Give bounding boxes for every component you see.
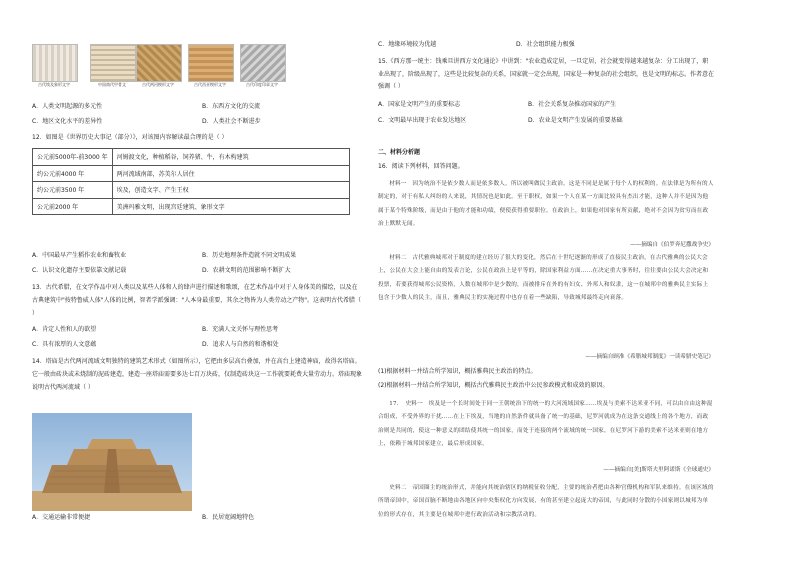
indus-seal-image (240, 44, 286, 82)
cuneiform-tablet-image (136, 44, 182, 82)
q14-option-b[interactable]: B．民居宽阔地特色 (202, 514, 255, 521)
q14-option-a[interactable]: A．交通运输非常便捷 (32, 514, 91, 521)
image-caption: 中国商代甲骨文 (98, 82, 126, 87)
table-cell: 约公元前4000 年 (33, 165, 113, 182)
image-caption: 古代埃及象形文字 (38, 82, 70, 87)
q13-option-d[interactable]: D．追求人与自然的和谐相处 (202, 341, 279, 348)
q15-stem: 15.《西方那一统主：钱乘旦讲西方文化通论》中讲到："农业造成定居，一旦定居，社会就变得越来越复杂：分工出现了，职业出现了，阶级出现了，这些是比较复杂的关系，国家就一定会出现，国家是一种复杂的社会组织，也是文明的标志。作者意在强调（ ） (378, 58, 715, 90)
q15-option-b[interactable]: B．社会关系复杂推动国家的产生 (528, 101, 617, 108)
q16-material-2-source: ——摘编自顾准《希腊城邦制度》一读希腊史笔记》 (585, 354, 714, 360)
q11-option-b[interactable]: B．东西方文化的交流 (202, 103, 261, 110)
q16-material-1-source: ——摘编自《伯罗奔尼撒战争史》 (630, 242, 714, 248)
table-row (33, 198, 350, 215)
q12-option-a[interactable]: A．中国最早产生稻作农业和畜牧业 (32, 252, 127, 259)
q17-material-1-source: ——摘编自[美]斯塔夫里阿诺斯《全球通史》 (603, 467, 714, 473)
q11-option-a[interactable]: A．人类文明起源的多元性 (32, 103, 103, 110)
q16-material-1: 材料一 因为统治不是依少数人而是依多数人，所以被叫做民主政治。这是不同是是属于每个人的权利的。在法律是为所有的人制定的，对于有私人纠纷的人来说，其情况也是如此。至于职权，如果一个人在某一方面比较具有杰出才能，这种人并不是因为他属于某个特殊阶级，而是由于他的才能和功绩，便使获得重要职位。在政治上，如果他对国家有所贡献，绝对不会因为贫穷而在政治上默默无闻。 (378, 181, 714, 228)
table-cell: 公元前5000年-前3000 年 (33, 149, 113, 166)
table-row (33, 165, 350, 182)
q16-question-2: (2)根据材料一并结合所学知识，概括古代雅典民主政治中公民参政模式和成效的原因。 (378, 382, 609, 389)
q17-material-1: 17． 史料一 埃及是一个长时间处于同一王朝统治下的统一的大河流域国家……埃及与美索不达米亚不同，可以由自由这种混合组成，不受外界的干扰……在上下埃及，当地的自然条件就具备了统一的基础，尼罗河就成为在这条交通线上的各个地方，而政治则是共同的，使这一种意义的团结使其统一的国家，而处于连接的两个流域的统一国家，在尼罗河下游的美索不达米亚则在地方上，依赖于城邦国家建立，最后形成国家。 (378, 401, 713, 448)
q11-option-c[interactable]: C．地区文化水平的差异性 (32, 118, 103, 125)
q13-option-a[interactable]: A．肯定人性和人的欲望 (32, 326, 97, 333)
table-row (33, 182, 350, 199)
section-heading: 二、材料分析题 (378, 149, 421, 156)
table-row (33, 149, 350, 166)
q13-option-c[interactable]: C．具有浓厚的人文意蕴 (32, 341, 97, 348)
q13-stem: 13．古代希腊，在文学作品中对人类以及某些人体和人的肆声进行描述和歌颂，在艺术作品中对于人身体美的描绘，以及在古典建筑中"按特鲁威人体"人体的比例，智者学派强调："人本身最重要，其余之物皆为人类劳动之产物"。这表明古代希腊（ ） (32, 284, 362, 317)
writing-images-row (32, 44, 332, 92)
image-caption: 古代两河楔形文字 (142, 82, 174, 87)
image-caption: 古代印度印章文字 (246, 82, 278, 87)
table-cell: 公元前2000 年 (33, 198, 113, 215)
q12-option-d[interactable]: D．农耕文明的范围影响不断扩大 (202, 267, 291, 274)
q13-option-b[interactable]: B．充满人文关怀与理性思考 (202, 326, 279, 333)
q15-option-c[interactable]: C．文明最早出现于农业发达地区 (378, 117, 467, 124)
table-cell: 埃及，创造文字、产生王权 (112, 182, 349, 199)
table-cell: 两河流域南部，苏美尔人居住 (112, 165, 349, 182)
q12-stem: 12．如图是《世界历史大事记（部分）》，对该图内容解读最合理的是（ ） (32, 134, 228, 141)
q14-stem: 14．塔庙是古代两河流域文明独特的建筑艺术形式（如图所示），它把由多层高台叠加，并在高台上建造神庙，故得名塔庙。它一般由砖块或未烧制的泥砖建造，建造一座塔庙需要多达七百万块砖，仅制造砖块这一工作就要耗费大量劳动力。塔庙现象说明古代两河流域（ ） (32, 358, 363, 391)
q14-option-c[interactable]: C．地缘环境较为优越 (378, 41, 437, 48)
q14-option-d[interactable]: D．社会组织能力极强 (516, 41, 575, 48)
table-cell: 美洲玛雅文明，出现宫廷建筑、象形文字 (112, 198, 349, 215)
table-cell: 约公元前3500 年 (33, 182, 113, 199)
q12-option-b[interactable]: B．历史地理条件造就不同文明成果 (202, 252, 297, 259)
table-cell: 河姆渡文化，种植稻谷，饲养猪、牛，有木构建筑 (112, 149, 349, 166)
q17-material-2: 史料二 帝国圈主的统治形式，并能向其统治辖区的纳税征收分配，主要的统治者把由各种官僚机构和军队来维持。在该区域的所谓帝国中，帝国首脑不断地由各地区向中央集权化方向发展，有的甚至建立起庞大的帝国，与此同时分散的小国家则以城邦为单位的形式存在，其主要是在城邦中进行政治活动和宗教活动的。 (378, 485, 714, 518)
west-asia-cuneiform-image (188, 44, 234, 82)
q11-option-d[interactable]: D．人类社会不断进步 (202, 118, 261, 125)
q16-material-2: 材料二 古代雅典城邦对于制度的建立经历了很大的变化，然后在十世纪逐渐的形成了直接民主政治，在古代雅典的公民大会上，公民在大会上能自由的发表言论，公民在政治上是平等的，除国家利益方面……在决定重大事务时，往往要由公民大会决定和投票，若要获得城邦公民资格，人数在城邦中是少数的，而被排斥在外的有妇女、外邦人和奴隶，这一在城邦中的雅典民主实际上包含于少数人的民主，而且，雅典民主的实施过程中也存在着一些缺陷，导致城邦最终走向衰落。 (378, 255, 709, 302)
oracle-bone-image (90, 44, 136, 82)
image-caption: 古代西亚楔形文字 (194, 82, 226, 87)
ziggurat-photo (32, 413, 192, 511)
q16-question-1: (1)根据材料一并结合所学知识，概括雅典民主政治的特点。 (378, 368, 537, 375)
q12-option-c[interactable]: C．认识文化遗存主要依靠文献记载 (32, 267, 127, 274)
q12-timeline-table (32, 148, 350, 215)
q15-option-d[interactable]: D．农业是文明产生发展的重要基础 (528, 117, 623, 124)
q16-stem: 16．阅读下列材料，回答问题。 (378, 163, 464, 170)
egyptian-hieroglyph-image (32, 44, 78, 82)
q15-option-a[interactable]: A．国家是文明产生的重要标志 (378, 101, 461, 108)
